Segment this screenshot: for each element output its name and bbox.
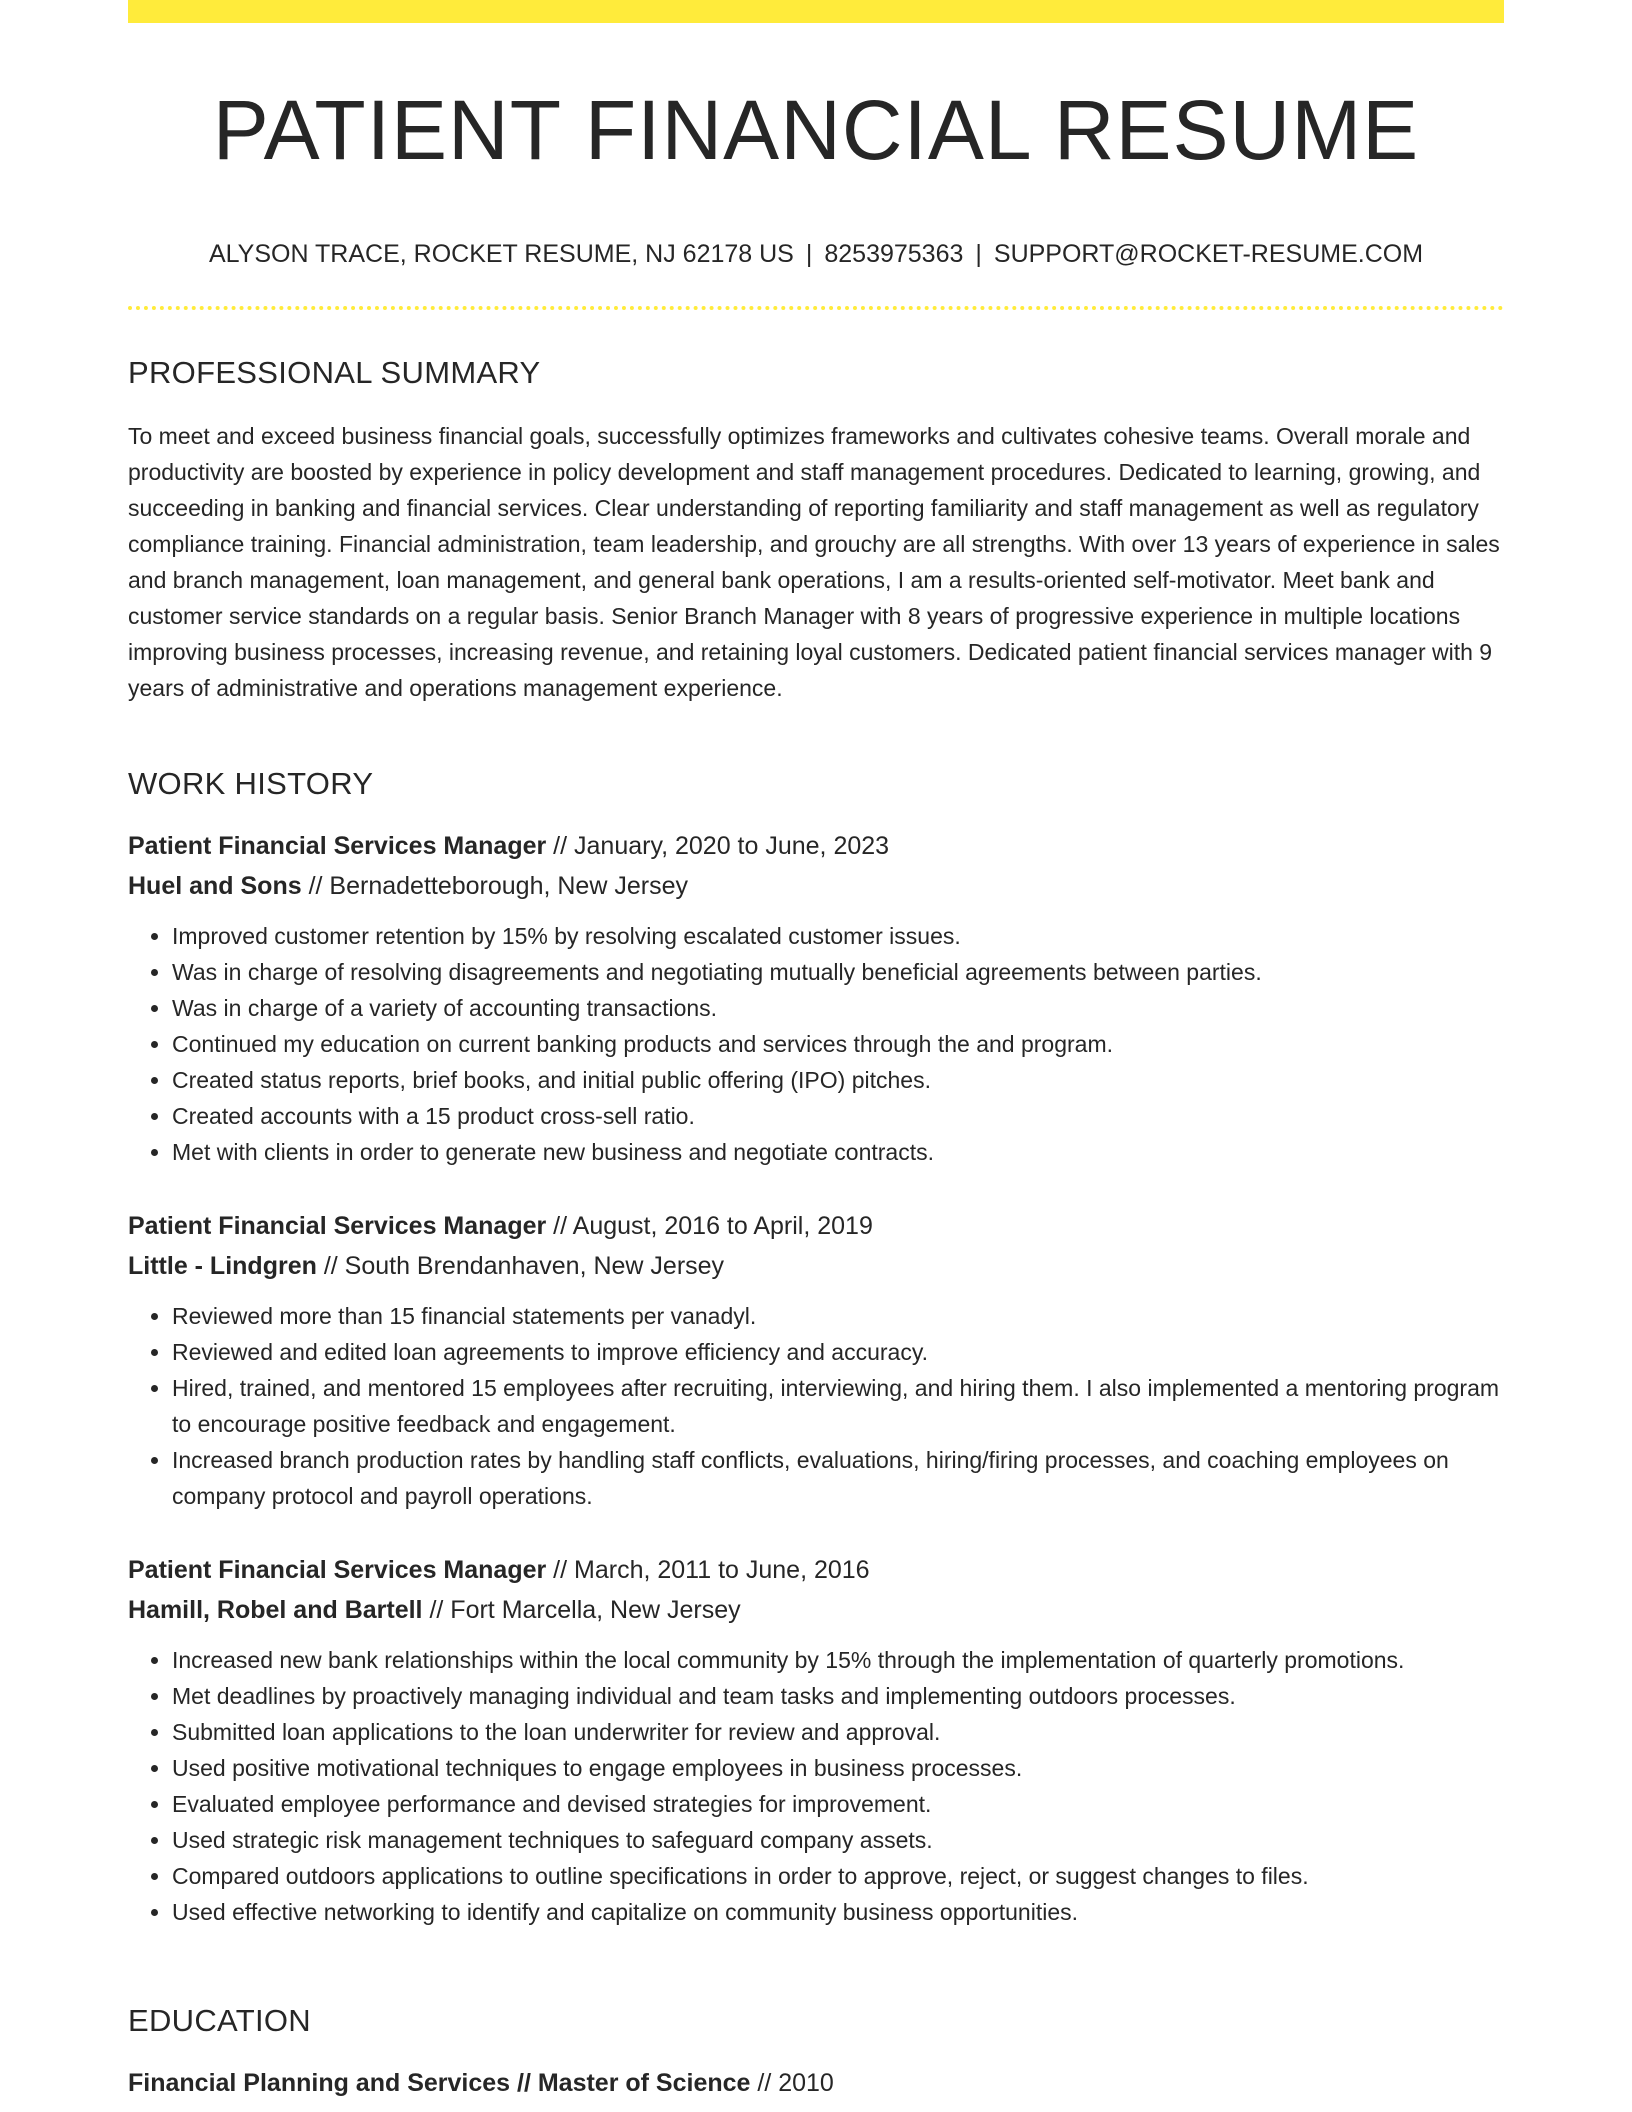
job-company: Huel and Sons <box>128 872 302 900</box>
education-entry <box>128 2063 834 2103</box>
job-bullet: • Met deadlines by proactively managing individual and team tasks and implementing outdoors processes. <box>172 1678 1504 1714</box>
job-entry <box>128 1550 1504 1930</box>
job-bullet: • Created accounts with a 15 product cross-sell ratio. <box>172 1098 1504 1134</box>
job-dates: // January, 2020 to June, 2023 <box>546 832 890 860</box>
job-bullet: • Compared outdoors applications to outline specifications in order to approve, reject, or suggest changes to files. <box>172 1858 1504 1894</box>
job-bullet: • Reviewed and edited loan agreements to improve efficiency and accuracy. <box>172 1334 1504 1370</box>
job-bullet: • Was in charge of a variety of accounting transactions. <box>172 990 1504 1026</box>
job-bullet: • Reviewed more than 15 financial statements per vanadyl. <box>172 1298 1504 1334</box>
contact-phone: 8253975363 <box>824 240 964 268</box>
contact-separator: | <box>975 240 982 268</box>
job-entry <box>128 1206 1504 1514</box>
job-bullet: • Created status reports, brief books, and initial public offering (IPO) pitches. <box>172 1062 1504 1098</box>
job-role: Patient Financial Services Manager <box>128 1556 547 1584</box>
job-bullets <box>128 1298 1504 1514</box>
job-company-line <box>128 866 1504 906</box>
summary-text: To meet and exceed business financial goals, successfully optimizes frameworks and cultivates cohesive teams. Overall morale and productivity are boosted by experience in policy development and staff management procedures. Dedicated to learning, growing, and succeeding in banking and financial services. Clear understanding of reporting familiarity and staff management as well as regulatory compliance training. Financial administration, team leadership, and grouchy are all strengths. With over 13 years of experience in sales and branch management, loan management, and general bank operations, I am a results-oriented self-motivator. Meet bank and customer service standards on a regular basis. Senior Branch Manager with 8 years of progressive experience in multiple locations improving business processes, increasing revenue, and retaining loyal customers. Dedicated patient financial services manager with 9 years of administrative and operations management experience. <box>128 423 1500 701</box>
job-location: // Bernadetteborough, New Jersey <box>301 872 688 900</box>
job-bullets <box>128 1642 1504 1930</box>
accent-bar <box>128 0 1504 23</box>
job-location: // Fort Marcella, New Jersey <box>422 1596 741 1624</box>
education-year: // 2010 <box>750 2069 834 2097</box>
job-bullet: • Submitted loan applications to the loan underwriter for review and approval. <box>172 1714 1504 1750</box>
section-title-education: EDUCATION <box>128 2003 311 2038</box>
job-title-line <box>128 1550 1504 1590</box>
job-title-line <box>128 1206 1504 1246</box>
job-bullet: • Evaluated employee performance and devised strategies for improvement. <box>172 1786 1504 1822</box>
contact-line <box>128 236 1504 272</box>
contact-address: ALYSON TRACE, ROCKET RESUME, NJ 62178 US <box>208 240 794 268</box>
job-dates: // August, 2016 to April, 2019 <box>546 1212 873 1240</box>
job-title-line <box>128 826 1504 866</box>
job-bullet: • Improved customer retention by 15% by resolving escalated customer issues. <box>172 918 1504 954</box>
section-title-summary: PROFESSIONAL SUMMARY <box>128 355 541 390</box>
job-location: // South Brendanhaven, New Jersey <box>316 1252 725 1280</box>
job-company-line <box>128 1246 1504 1286</box>
job-company: Hamill, Robel and Bartell <box>128 1596 423 1624</box>
section-title-work: WORK HISTORY <box>128 766 374 801</box>
contact-separator: | <box>805 240 813 268</box>
job-bullet: • Increased branch production rates by handling staff conflicts, evaluations, hiring/firing processes, and coaching employees on company protocol and payroll operations. <box>172 1442 1504 1514</box>
education-field: Financial Planning and Services // Master of Science <box>128 2069 751 2097</box>
contact-email: SUPPORT@ROCKET-RESUME.COM <box>993 240 1424 268</box>
job-bullet: • Used strategic risk management techniques to safeguard company assets. <box>172 1822 1504 1858</box>
resume-title: PATIENT FINANCIAL RESUME <box>212 83 1420 177</box>
job-entry <box>128 826 1504 1170</box>
job-bullet: • Met with clients in order to generate new business and negotiate contracts. <box>172 1134 1504 1170</box>
job-bullet: • Increased new bank relationships within the local community by 15% through the implementation of quarterly promotions. <box>172 1642 1504 1678</box>
job-role: Patient Financial Services Manager <box>128 832 547 860</box>
job-bullet: • Was in charge of resolving disagreements and negotiating mutually beneficial agreements between parties. <box>172 954 1504 990</box>
job-bullet: • Hired, trained, and mentored 15 employees after recruiting, interviewing, and hiring them. I also implemented a mentoring program to encourage positive feedback and engagement. <box>172 1370 1504 1442</box>
job-dates: // March, 2011 to June, 2016 <box>546 1556 870 1584</box>
dotted-divider <box>128 306 1504 310</box>
job-bullet: • Used positive motivational techniques to engage employees in business processes. <box>172 1750 1504 1786</box>
job-bullet: • Continued my education on current banking products and services through the and program. <box>172 1026 1504 1062</box>
job-bullets <box>128 918 1504 1170</box>
job-company: Little - Lindgren <box>128 1252 317 1280</box>
job-role: Patient Financial Services Manager <box>128 1212 547 1240</box>
job-company-line <box>128 1590 1504 1630</box>
job-bullet: • Used effective networking to identify and capitalize on community business opportunities. <box>172 1894 1504 1930</box>
